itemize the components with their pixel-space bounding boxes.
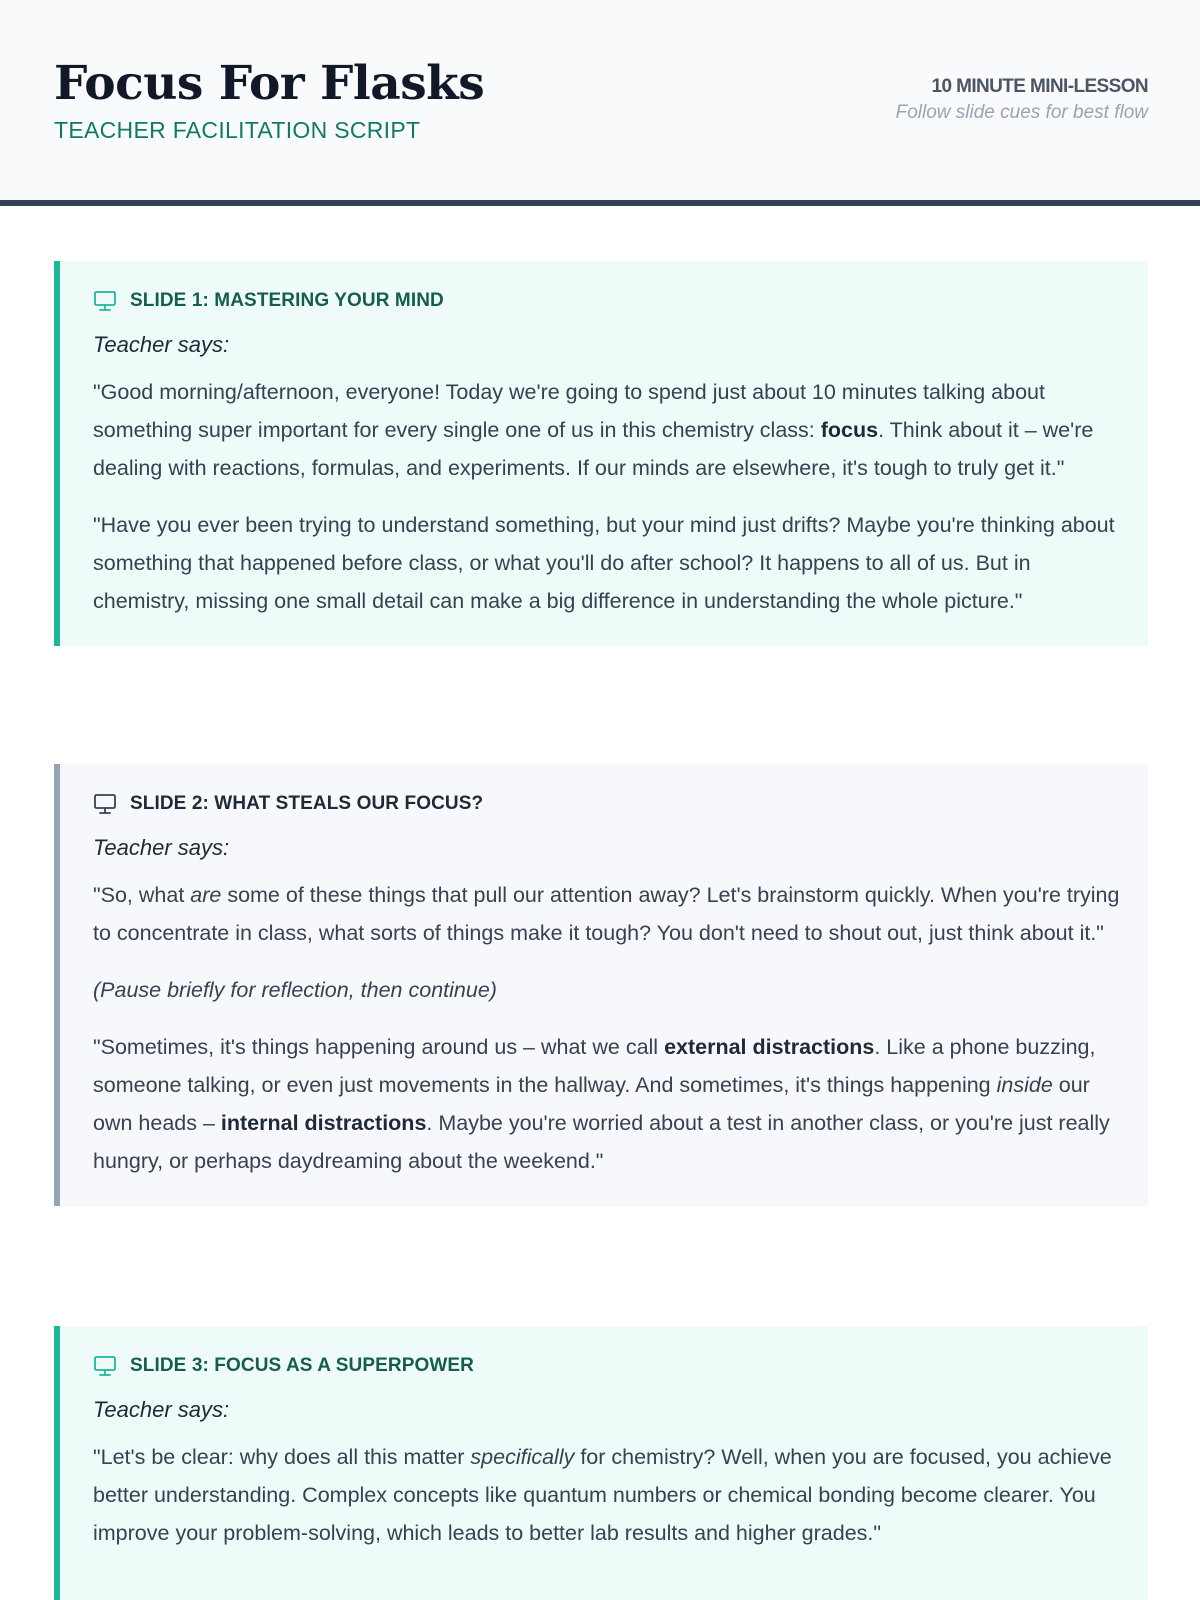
- slide-title: SLIDE 3: FOCUS AS A SUPERPOWER: [130, 1355, 474, 1376]
- slide-title: SLIDE 1: MASTERING YOUR MIND: [130, 290, 444, 311]
- slide-card-3: [54, 1326, 1148, 1600]
- page-header: [0, 0, 1200, 206]
- script-paragraph: "Have you ever been trying to understand something, but your mind just drifts? Maybe you're thinking about something that happened before class, or what you'll do after school? It happens to all of us. But in chemistry, missing one small detail can make a big difference in understanding the whole picture.": [93, 513, 1115, 613]
- monitor-icon: [93, 290, 117, 312]
- slide-header: [93, 1354, 1120, 1378]
- lesson-note: Follow slide cues for best flow: [895, 102, 1148, 123]
- slide-card-2: [54, 764, 1148, 1206]
- script-paragraph: "Sometimes, it's things happening around us – what we call external distractions. Like a phone buzzing, someone talking, or even just movements in the hallway. And sometimes, it's things happening inside our own heads – internal distractions. Maybe you're worried about a test in another class, or you're just really hungry, or perhaps daydreaming about the weekend.": [93, 1035, 1110, 1173]
- stage-direction: (Pause briefly for reflection, then continue): [93, 978, 497, 1002]
- slide-title: SLIDE 2: WHAT STEALS OUR FOCUS?: [130, 793, 484, 814]
- slide-header: [93, 792, 1120, 816]
- slide-card-1: [54, 261, 1148, 646]
- teacher-says-label: Teacher says:: [93, 835, 230, 860]
- script-paragraph: "So, what are some of these things that pull our attention away? Let's brainstorm quickly. When you're trying to concentrate in class, what sorts of things make it tough? You don't need to shout out, just think about it.": [93, 883, 1120, 945]
- teacher-says-label: Teacher says:: [93, 1397, 230, 1422]
- monitor-icon: [93, 1355, 117, 1377]
- lesson-duration: 10 MINUTE MINI-LESSON: [931, 76, 1148, 97]
- teacher-says-label: Teacher says:: [93, 332, 230, 357]
- script-paragraph: "Let's be clear: why does all this matter specifically for chemistry? Well, when you are focused, you achieve better understanding. Complex concepts like quantum numbers or chemical bonding become clearer. You improve your problem-solving, which leads to better lab results and higher grades.": [93, 1445, 1112, 1545]
- script-paragraph: "Good morning/afternoon, everyone! Today we're going to spend just about 10 minutes talking about something super important for every single one of us in this chemistry class: focus. Think about it – we're dealing with reactions, formulas, and experiments. If our minds are elsewhere, it's tough to truly get it.": [93, 380, 1094, 480]
- slide-header: [93, 289, 1120, 313]
- page-subtitle: TEACHER FACILITATION SCRIPT: [54, 117, 421, 143]
- monitor-icon: [93, 793, 117, 815]
- page-title: Focus For Flasks: [54, 56, 485, 111]
